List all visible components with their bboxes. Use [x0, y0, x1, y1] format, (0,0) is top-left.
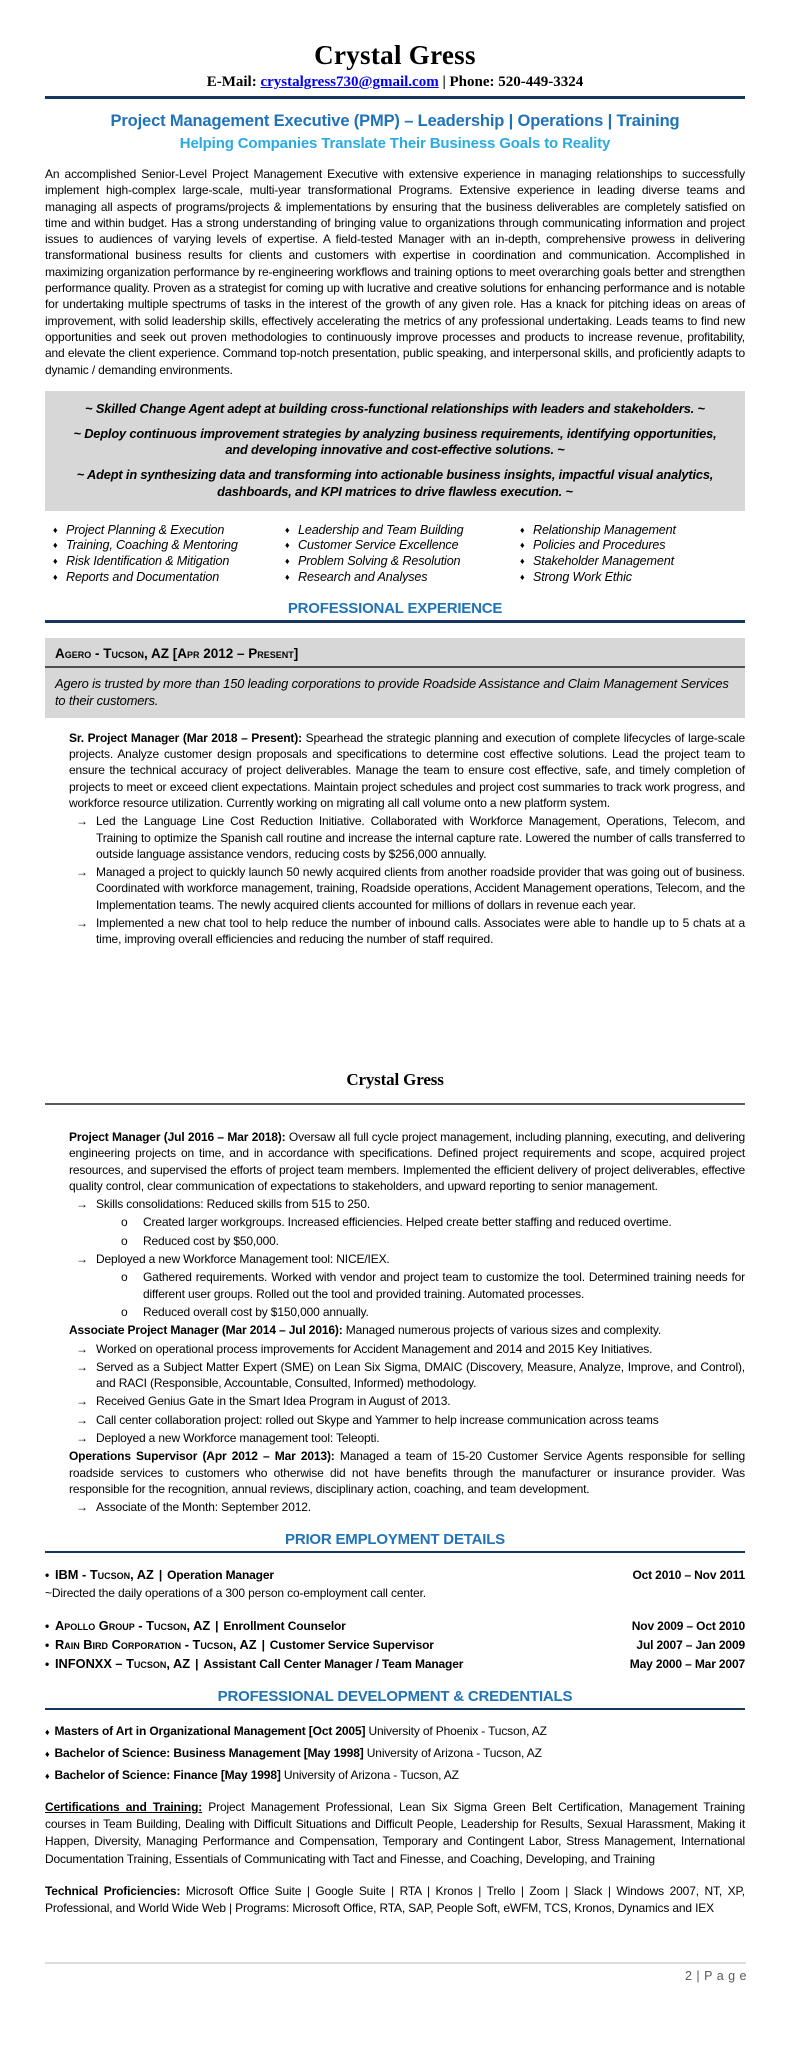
role-associate-pm: [69, 1322, 745, 1338]
pipe-separator: |: [158, 1568, 163, 1583]
sub-bullet: o Gathered requirements. Worked with vendor and project team to customize the tool. Determined training needs for different user groups. Rolled out the tool and provided training. Automated processes.: [121, 1270, 745, 1301]
role-description: Spearhead the strategic planning and execution of complete lifecycles of large-scale projects. Analyze customer design proposals and specifications to determine cost effective solutions. Lead the project team to ensure the technical accuracy of project deliverables. Manage the team to ensure cost effective, safe, and timely completion of projects to meet or exceed client expectations. Maintain project schedules and project cost summaries to track work progress, and workforce resource utilization. Currently working on migrating all call volume onto a new platform system.: [69, 730, 746, 810]
arrow-bullet-icon: →: [76, 1431, 88, 1446]
role-title: Sr. Project Manager (Mar 2018 – Present):: [69, 730, 302, 745]
skill-item: ♦ Leadership and Team Building: [285, 522, 464, 537]
certifications-text: Project Management Professional, Lean Six Sigma Green Belt Certification, Management Training courses in Team Building, Dealing with Difficult Situations and Difficult People, Leadership for Results, Sexual Harassment, Making it Happen, Diversity, Managing Performance and Compensation, Temporary and Contingent Labor, Stress Management, International Documentation Training, Essentials of Communicating with Tact and Finesse, and Coaching, Developing, and Training: [45, 1799, 746, 1866]
education-item: [45, 1767, 745, 1784]
email-link[interactable]: crystalgress730@gmail.com: [260, 74, 439, 90]
employment-dates: May 2000 – Mar 2007: [629, 1657, 745, 1672]
section-heading-prior-employment: PRIOR EMPLOYMENT DETAILS: [285, 1530, 505, 1548]
role-title: Project Manager (Jul 2016 – Mar 2018):: [69, 1130, 286, 1144]
diamond-bullet-icon: ♦: [520, 556, 525, 567]
company-header-box: [45, 638, 745, 718]
pipe-separator: |: [215, 1618, 219, 1633]
arrow-bullet-icon: →: [76, 1500, 88, 1515]
header-divider: [45, 96, 745, 99]
footer-divider: [45, 1962, 746, 1964]
circle-bullet-icon: o: [121, 1270, 128, 1285]
page2-header-name: Crystal Gress: [346, 1070, 444, 1089]
arrow-bullet: → Managed a project to quickly launch 50 newly acquired clients from another roadside provider that was going out of business. Coordinated with workforce management, training, Roadside operations, Accident Management operations, Telecom, and the Implementation teams. The newly acquired clients accounted for millions of dollars in revenue each year.: [76, 865, 745, 912]
diamond-bullet-icon: ♦: [285, 571, 290, 582]
technical-label: Technical Proficiencies:: [45, 1883, 181, 1898]
skill-item: ♦ Risk Identification & Mitigation: [53, 554, 230, 569]
company-name: Agero - Tucson, AZ [Apr 2012 – Present]: [55, 645, 299, 661]
employment-row: [45, 1637, 745, 1653]
tagline: Helping Companies Translate Their Business Goals to Reality: [179, 135, 611, 152]
degree: Masters of Art in Organizational Management [Oct 2005]: [54, 1724, 366, 1739]
skill-item: ♦ Project Planning & Execution: [53, 522, 225, 537]
employment-dates: Oct 2010 – Nov 2011: [632, 1568, 745, 1583]
diamond-bullet-icon: ♦: [285, 556, 290, 567]
employment-role: Enrollment Counselor: [223, 1618, 346, 1633]
diamond-bullet-icon: ♦: [285, 524, 290, 535]
technical-paragraph: [45, 1883, 745, 1917]
role-senior-pm: [69, 730, 745, 811]
arrow-bullet-icon: →: [76, 916, 88, 931]
company-box-divider: [45, 666, 745, 668]
contact-line: [45, 73, 745, 91]
section-heading-experience: PROFESSIONAL EXPERIENCE: [287, 600, 503, 618]
employer-name: INFONXX – Tucson, AZ: [55, 1656, 191, 1672]
page-number: 2 | P a g e: [684, 1969, 747, 1983]
diamond-bullet-icon: ♦: [45, 1748, 50, 1759]
skill-item: ♦ Stakeholder Management: [520, 554, 674, 569]
employment-role: Assistant Call Center Manager / Team Manager: [203, 1657, 464, 1672]
employer-name: Rain Bird Corporation - Tucson, AZ: [55, 1636, 257, 1652]
sub-bullet: o Reduced cost by $50,000.: [121, 1233, 279, 1248]
school: University of Arizona - Tucson, AZ: [283, 1767, 459, 1782]
degree: Bachelor of Science: Business Management [May 1998]: [54, 1745, 364, 1760]
employment-row: [45, 1618, 745, 1634]
employment-role: Operation Manager: [167, 1568, 274, 1583]
certifications-paragraph: [45, 1799, 745, 1868]
skill-item: ♦ Problem Solving & Resolution: [285, 554, 461, 569]
circle-bullet-icon: o: [121, 1304, 128, 1319]
employment-row: [45, 1567, 745, 1583]
arrow-bullet-icon: →: [76, 814, 88, 829]
role-title: Operations Supervisor (Apr 2012 – Mar 2013):: [69, 1449, 335, 1464]
diamond-bullet-icon: ♦: [520, 524, 525, 535]
employment-dates: Jul 2007 – Jan 2009: [636, 1637, 745, 1652]
arrow-bullet: → Led the Language Line Cost Reduction Initiative. Collaborated with Workforce Management, Operations, Telecom, and Training to optimize the Spanish call routine and increase the internal capture rate. Lowered the number of calls transferred to outside language assistance vendors, reducing costs by $256,000 annually.: [76, 814, 745, 861]
skill-item: ♦ Customer Service Excellence: [285, 538, 459, 553]
arrow-bullet: → Received Genius Gate in the Smart Idea Program in August of 2013.: [76, 1394, 451, 1409]
role-title: Associate Project Manager (Mar 2014 – Jul 2016):: [69, 1323, 343, 1338]
school: University of Arizona - Tucson, AZ: [366, 1745, 542, 1760]
dot-bullet-icon: •: [45, 1657, 50, 1672]
spacer: [45, 1602, 745, 1615]
employment-row: [45, 1656, 745, 1672]
employment-dates: Nov 2009 – Oct 2010: [631, 1618, 745, 1633]
resume-page-1: [45, 0, 745, 948]
arrow-bullet: → Associate of the Month: September 2012.: [76, 1500, 311, 1515]
sub-bullet: o Reduced overall cost by $150,000 annually.: [121, 1304, 369, 1319]
arrow-bullet-icon: →: [76, 1252, 88, 1267]
diamond-bullet-icon: ♦: [53, 524, 58, 535]
arrow-bullet-icon: →: [76, 1412, 88, 1427]
diamond-bullet-icon: ♦: [53, 556, 58, 567]
diamond-bullet-icon: ♦: [520, 571, 525, 582]
arrow-bullet: → Skills consolidations: Reduced skills from 515 to 250.: [76, 1197, 371, 1212]
company-description: Agero is trusted by more than 150 leading corporations to provide Roadside Assistance and Claim Management Services to their customers.: [55, 675, 729, 709]
arrow-bullet: → Deployed a new Workforce management tool: Teleopti.: [76, 1431, 380, 1446]
section-divider: [45, 620, 745, 623]
dot-bullet-icon: •: [45, 1637, 50, 1652]
diamond-bullet-icon: ♦: [520, 540, 525, 551]
arrow-bullet-icon: →: [76, 865, 88, 880]
degree: Bachelor of Science: Finance [May 1998]: [54, 1767, 281, 1782]
skill-item: ♦ Policies and Procedures: [520, 538, 666, 553]
technical-text: Microsoft Office Suite | Google Suite | RTA | Kronos | Trello | Zoom | Slack | Windows 2007, NT, XP, Professional, and World Wide Web | Programs: Microsoft Office, RTA, SAP, People Soft, eWFM, TCS, Kronos, Dynamics and IEX: [45, 1883, 745, 1915]
skills-grid: [45, 523, 745, 585]
diamond-bullet-icon: ♦: [53, 571, 58, 582]
diamond-bullet-icon: ♦: [285, 540, 290, 551]
highlight-quote: ~ Skilled Change Agent adept at building cross-functional relationships with leaders and stakeholders. ~: [85, 400, 705, 416]
skill-item: ♦ Relationship Management: [520, 522, 676, 537]
arrow-bullet-icon: →: [76, 1341, 88, 1356]
email-label: E-Mail:: [206, 74, 257, 90]
circle-bullet-icon: o: [121, 1215, 128, 1230]
diamond-bullet-icon: ♦: [45, 1770, 50, 1781]
skills-column-1: [45, 523, 285, 585]
certifications-label: Certifications and Training:: [45, 1799, 203, 1814]
role-description: Oversaw all full cycle project management, including planning, executing, and delivering engineering projects on time, and in accordance with specifications. Defined project requirements and scope, acquired project resources, and supervised the efforts of project team members. Implemented the efficient delivery of project deliverables, effective quality control, clear communication of expectations to stakeholders, and upward reporting to senior management.: [69, 1130, 745, 1193]
sub-bullet: o Created larger workgroups. Increased efficiencies. Helped create better staffing and reduced overtime.: [121, 1215, 672, 1230]
skill-item: ♦ Research and Analyses: [285, 569, 428, 584]
arrow-bullet: → Served as a Subject Matter Expert (SME) on Lean Six Sigma, DMAIC (Discovery, Measure, Analyze, Improve, and Control), and RACI (Responsible, Accountable, Consulted, Informed) methodology.: [76, 1359, 745, 1391]
arrow-bullet-icon: →: [76, 1359, 88, 1374]
pipe-separator: |: [195, 1657, 199, 1672]
skill-item: ♦ Strong Work Ethic: [520, 569, 632, 584]
employer-name: IBM - Tucson, AZ: [55, 1567, 154, 1583]
dot-bullet-icon: •: [45, 1618, 50, 1633]
highlights-box: [45, 391, 745, 511]
headline: Project Management Executive (PMP) – Leadership | Operations | Training: [110, 112, 680, 130]
employment-role: Customer Service Supervisor: [269, 1637, 434, 1652]
section-heading-development: PROFESSIONAL DEVELOPMENT & CREDENTIALS: [217, 1687, 573, 1705]
highlight-quote: ~ Deploy continuous improvement strategies by analyzing business requirements, identifying opportunities, and developing innovative and cost-effective solutions. ~: [73, 426, 717, 458]
arrow-bullet: → Call center collaboration project: rolled out Skype and Yammer to help increase communication across teams: [76, 1412, 659, 1427]
arrow-bullet: → Deployed a new Workforce Management tool: NICE/IEX.: [76, 1252, 390, 1267]
arrow-bullet: → Implemented a new chat tool to help reduce the number of inbound calls. Associates were able to handle up to 5 chats at a time, improving overall efficiencies and reducing the number of staff required.: [76, 916, 745, 947]
arrow-bullet-icon: →: [76, 1197, 88, 1212]
pipe-separator: |: [261, 1637, 265, 1652]
dot-bullet-icon: •: [45, 1568, 50, 1583]
skills-column-3: [520, 523, 745, 585]
education-item: [45, 1745, 745, 1762]
arrow-bullet-icon: →: [76, 1394, 88, 1409]
section-divider: [45, 1708, 745, 1711]
page2-header-divider: [45, 1103, 745, 1105]
employment-note: ~Directed the daily operations of a 300 person co-employment call center.: [45, 1586, 426, 1601]
role-description: Managed numerous projects of various sizes and complexity.: [345, 1323, 662, 1338]
section-divider: [45, 1551, 745, 1554]
resume-page-2: [45, 1062, 745, 1929]
skills-column-2: [285, 523, 520, 585]
role-description: Managed a team of 15-20 Customer Service Agents responsible for selling roadside services to customers who otherwise did not have benefits through the manufacturer or insurance provider. Was responsible for the recognition, annual reviews, disciplinary action, coaching, and team development.: [69, 1449, 746, 1496]
highlight-quote: ~ Adept in synthesizing data and transforming into actionable business insights, impactful visual analytics, dashboards, and KPI matrices to drive flawless execution. ~: [76, 467, 714, 499]
phone-label: | Phone: 520-449-3324: [442, 74, 584, 90]
role-project-manager: [69, 1129, 745, 1194]
education-item: [45, 1723, 745, 1740]
summary-paragraph: An accomplished Senior-Level Project Management Executive with extensive experience in managing relationships to successfully implement high-complex large-scale, multi-year transformational Programs. Extensive experience in leading diverse teams and managing all aspects of programs/projects & implementations by ensuring that the business deliverables are completely satisfied on time and within budget. Has a strong understanding of bringing value to organizations through communicating information and project issues to audiences of varying levels of expertise. A field-tested Manager with an in-depth, comprehensive prowess in delivering transformational business results for clients and customers with expertise in coordination and communication. Accomplished in maximizing organization performance by re-engineering workflows and training options to meet overarching goals better and strengthen performance quality. Proven as a strategist for coming up with lucrative and creative solutions for enhancing performance and is notable for undertaking multiple spectrums of tasks in the interest of the growth of any given role. Has a knack for pitching ideas on areas of improvement, with solid leadership skills, effectively accelerating the metrics of any professional undertaking. Leads teams to find new opportunities and seek out proven methodologies to continuously improve processes and products to increase revenue, profitability, and elevate the client experience. Command top-notch presentation, public speaking, and interpersonal skills, and proficiently adapts to dynamic / demanding environments.: [45, 167, 745, 377]
arrow-bullet: → Worked on operational process improvements for Accident Management and 2014 and 2015 Key Initiatives.: [76, 1341, 653, 1356]
skill-item: ♦ Reports and Documentation: [53, 569, 220, 584]
diamond-bullet-icon: ♦: [45, 1727, 50, 1738]
circle-bullet-icon: o: [121, 1233, 128, 1248]
skill-item: ♦ Training, Coaching & Mentoring: [53, 538, 238, 553]
employer-name: Apollo Group - Tucson, AZ: [55, 1617, 211, 1633]
diamond-bullet-icon: ♦: [53, 540, 58, 551]
school: University of Phoenix - Tucson, AZ: [368, 1724, 547, 1739]
role-ops-supervisor: [69, 1448, 745, 1497]
page-title: Crystal Gress: [314, 40, 476, 70]
